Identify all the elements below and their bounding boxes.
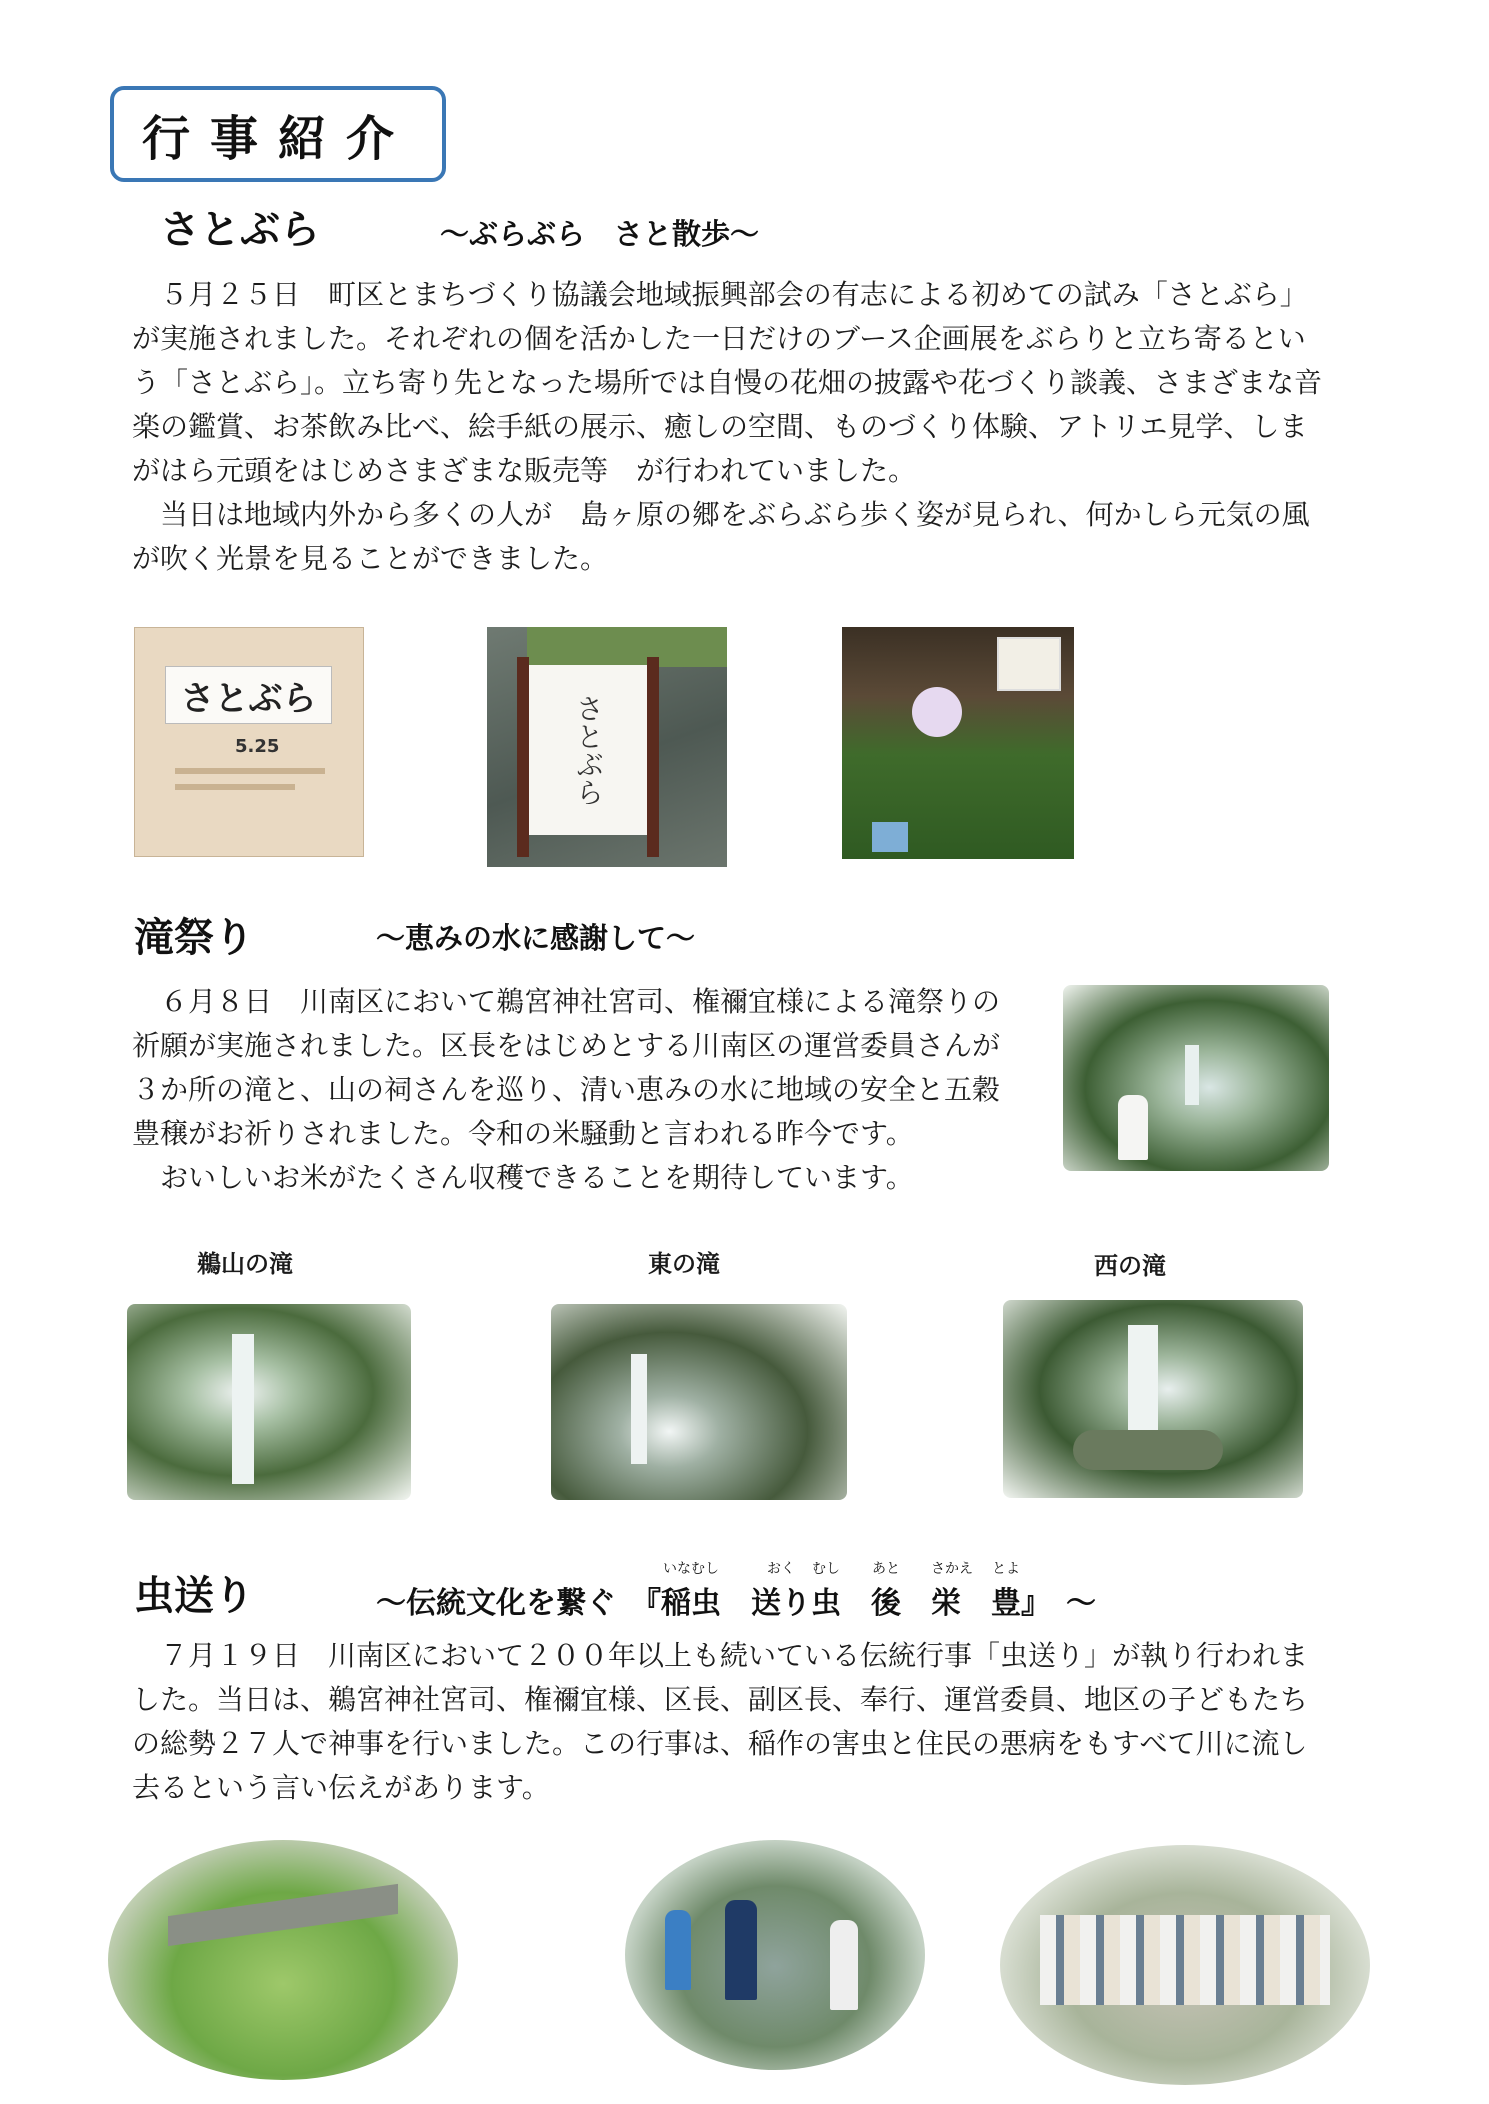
paragraph: 当日は地域内外から多くの人が 島ヶ原の郷をぶらぶら歩く姿が見られ、何かしら元気の風が吹く光景を見ることができました。	[132, 498, 1310, 575]
paragraph: ７月１９日 川南区において２００年以上も続いている伝統行事「虫送り」が執り行われました。当日は、鵜宮神社宮司、権禰宜様、区長、副区長、奉行、運営委員、地区の子どもたちの総勢２７人で神事を行いました。この行事は、稲作の害虫と住民の悪病をもすべて川に流し去るという言い伝えがあります。	[132, 1639, 1309, 1804]
subtitle-suffix: 』 ～	[1021, 1586, 1096, 1621]
priest-figure	[1118, 1095, 1148, 1160]
ruby-word	[661, 1561, 721, 1622]
section-title-satobura: さとぶら	[160, 207, 320, 253]
poster-line	[175, 784, 295, 790]
waterfall-stream	[1128, 1325, 1158, 1445]
ruby-base: 虫	[811, 1586, 841, 1621]
ruby-word	[991, 1561, 1021, 1622]
ruby-base: 後	[871, 1586, 901, 1621]
section-body-takimatsuri	[132, 980, 1012, 1200]
section-subtitle-satobura: ～ぶらぶら さと散歩～	[440, 217, 760, 251]
group-of-people	[1040, 1915, 1330, 2005]
section-subtitle-takimatsuri: ～恵みの水に感謝して～	[376, 921, 696, 955]
lantern-text: さとぶら	[572, 694, 605, 806]
ruby-base: 稲虫	[661, 1586, 721, 1621]
ruby-text: とよ	[992, 1561, 1020, 1577]
higashi-waterfall-photo	[551, 1304, 847, 1500]
ruby-text: さかえ	[931, 1561, 973, 1577]
section-body-satobura	[132, 273, 1332, 581]
uyama-waterfall-photo	[127, 1304, 411, 1500]
paragraph: ５月２５日 町区とまちづくり協議会地域振興部会の有志による初めての試み「さとぶら」が実施されました。それぞれの個を活かした一日だけのブース企画展をぶらりと立ち寄るという「さとぶら」。立ち寄り先となった場所では自慢の花畑の披露や花づくり談義、さまざまな音楽の鑑賞、お茶飲み比べ、絵手紙の展示、癒しの空間、ものづくり体験、アトリエ見学、しまがはら元頭をはじめさまざまな販売等 が行われていました。	[132, 278, 1323, 487]
ruby-text: あと	[872, 1561, 900, 1577]
satobura-poster-photo	[134, 627, 364, 857]
lantern-panel	[529, 665, 647, 835]
grass-strip	[527, 627, 727, 667]
ruby-word	[931, 1561, 973, 1622]
caption-nishi: 西の滝	[1094, 1252, 1166, 1280]
waterfall-stream	[232, 1334, 254, 1484]
mushiokuri-group-photo	[1000, 1845, 1370, 2085]
ruby-text: おく	[767, 1561, 795, 1577]
person-figure	[665, 1910, 691, 1990]
section-body-mushiokuri	[132, 1634, 1332, 1810]
ruby-text: むし	[812, 1561, 840, 1577]
poster-date: 5.25	[235, 736, 280, 757]
ruby-base: 送り	[751, 1586, 811, 1621]
satobura-lantern-photo	[487, 627, 727, 867]
takimatsuri-shrine-photo	[1063, 985, 1329, 1171]
lantern-post	[647, 657, 659, 857]
section-subtitle-mushiokuri	[376, 1561, 1096, 1622]
mushiokuri-procession-photo	[108, 1840, 458, 2080]
ruby-text: いなむし	[663, 1561, 719, 1577]
poster-line	[175, 768, 325, 774]
lantern-post	[517, 657, 529, 857]
paragraph: おいしいお米がたくさん収穫できることを期待しています。	[160, 1161, 914, 1194]
caption-higashi: 東の滝	[648, 1250, 720, 1278]
caption-uyama: 鵜山の滝	[197, 1250, 293, 1278]
small-house-decor	[872, 822, 908, 852]
section-title-takimatsuri: 滝祭り	[134, 915, 254, 961]
satobura-garden-photo	[842, 627, 1074, 859]
rock	[1073, 1430, 1223, 1470]
riverbank-wall	[168, 1884, 398, 1946]
section-title-mushiokuri: 虫送り	[134, 1573, 254, 1619]
poster-title-card: さとぶら	[165, 666, 332, 724]
flower-bouquet	[912, 687, 962, 737]
person-figure	[830, 1920, 858, 2010]
ruby-word	[871, 1561, 901, 1622]
easel-board	[997, 637, 1061, 691]
subtitle-prefix: ～伝統文化を繋ぐ 『	[376, 1586, 661, 1621]
person-figure	[725, 1900, 757, 2000]
ruby-base: 豊	[991, 1586, 1021, 1621]
waterfall-stream	[631, 1354, 647, 1464]
waterfall-stream	[1185, 1045, 1199, 1105]
page-title: 行事紹介	[141, 110, 414, 167]
ruby-word	[811, 1561, 841, 1622]
ruby-word	[751, 1561, 811, 1622]
paragraph: ６月８日 川南区において鵜宮神社宮司、権禰宜様による滝祭りの祈願が実施されました。区長をはじめとする川南区の運営委員さんが３か所の滝と、山の祠さんを巡り、清い恵みの水に地域の安全と五穀豊穣がお祈りされました。令和の米騒動と言われる昨今です。	[132, 985, 1001, 1150]
mushiokuri-ritual-photo	[625, 1840, 925, 2070]
page-title-box	[110, 86, 446, 182]
nishi-waterfall-photo	[1003, 1300, 1303, 1498]
ruby-base: 栄	[931, 1586, 961, 1621]
